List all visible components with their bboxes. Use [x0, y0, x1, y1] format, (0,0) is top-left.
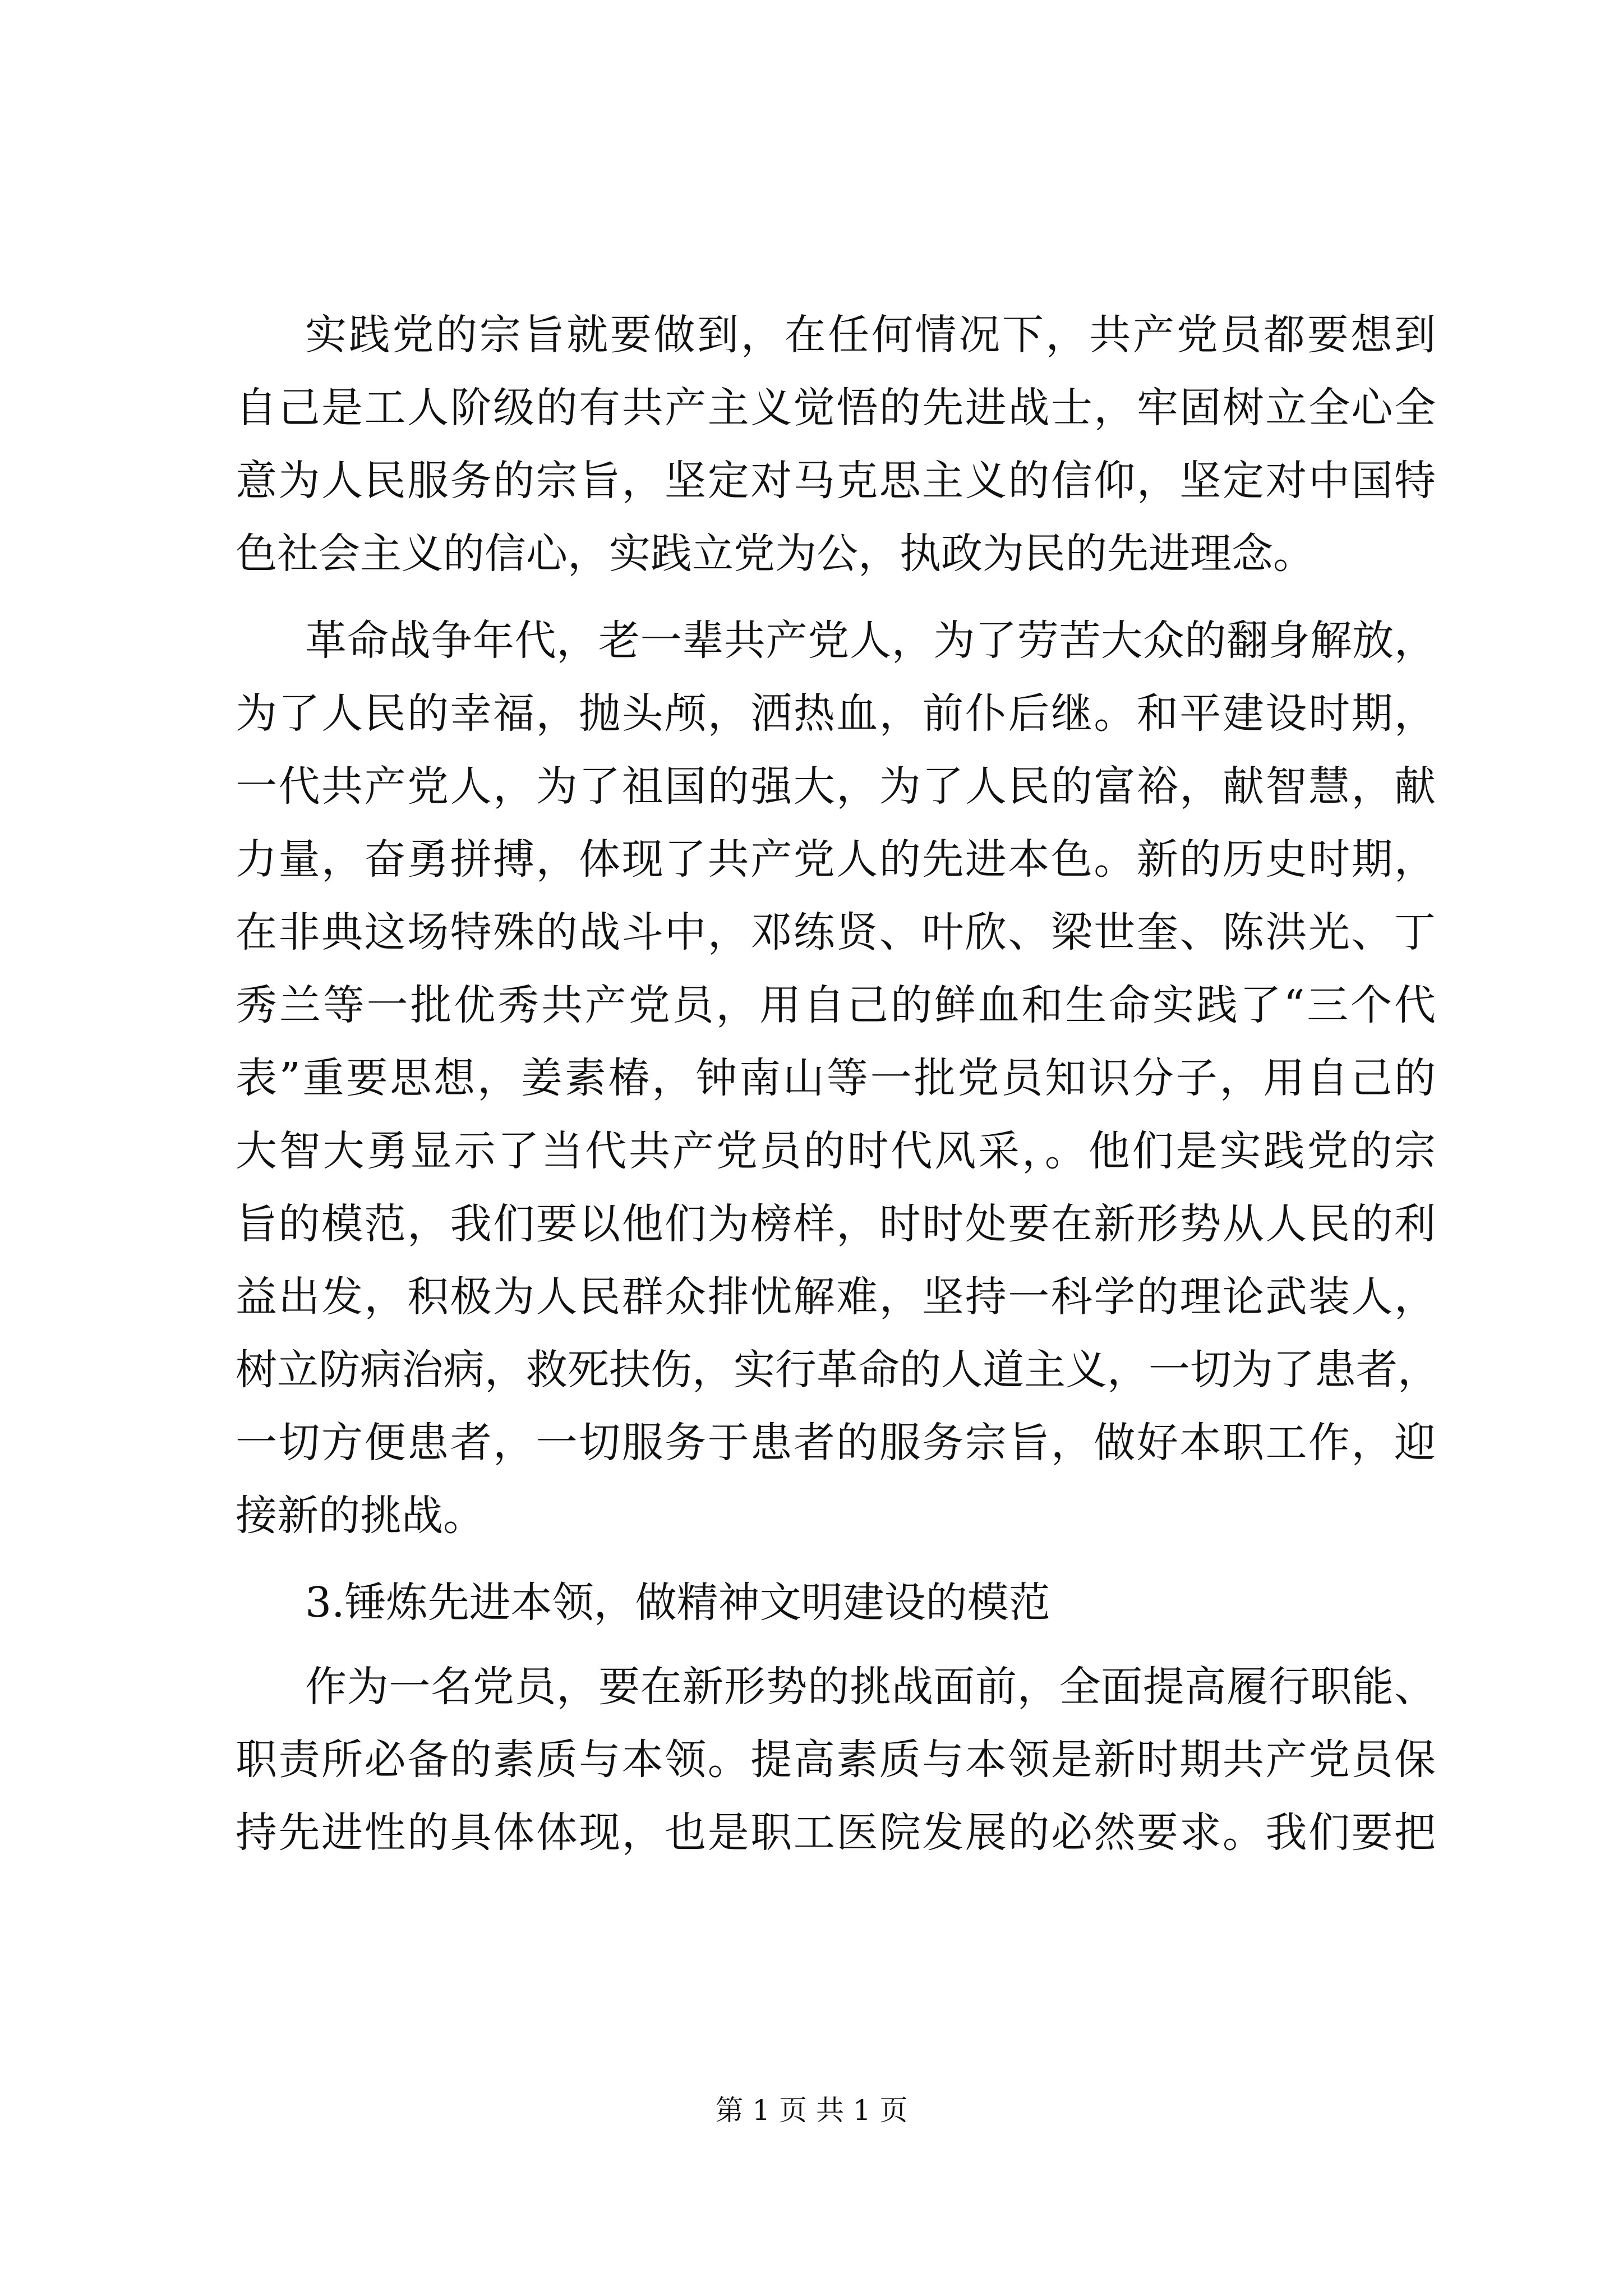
paragraph-line: 大智大勇显示了当代共产党员的时代风采，。他们是实践党的宗: [236, 1127, 1436, 1175]
paragraph-line: 职责所必备的素质与本领。提高素质与本领是新时期共产党员保: [236, 1736, 1436, 1784]
paragraph-line: 一代共产党人，为了祖国的强大，为了人民的富裕，献智慧，献: [236, 762, 1436, 811]
paragraph-line: 益出发，积极为人民群众排忧解难，坚持一科学的理论武装人，: [236, 1273, 1436, 1321]
paragraph-line: 实践党的宗旨就要做到，在任何情况下，共产党员都要想到: [305, 311, 1436, 359]
paragraph-line: 革命战争年代，老一辈共产党人，为了劳苦大众的翻身解放，: [305, 616, 1436, 665]
paragraph-line: 旨的模范，我们要以他们为榜样，时时处要在新形势从人民的利: [236, 1200, 1436, 1248]
paragraph-line: 自己是工人阶级的有共产主义觉悟的先进战士，牢固树立全心全: [236, 384, 1436, 432]
paragraph-line: 意为人民服务的宗旨，坚定对马克思主义的信仰，坚定对中国特: [236, 457, 1436, 505]
paragraph-line: 在非典这场特殊的战斗中，邓练贤、叶欣、梁世奎、陈洪光、丁: [236, 908, 1436, 956]
paragraph-line: 树立防病治病，救死扶伤，实行革命的人道主义，一切为了患者，: [236, 1346, 1439, 1394]
section-heading: 3.锤炼先进本领，做精神文明建设的模范: [305, 1579, 1050, 1627]
page-footer: 第 1 页 共 1 页: [715, 2094, 908, 2127]
paragraph-line: 表”重要思想，姜素椿，钟南山等一批党员知识分子，用自己的: [236, 1054, 1436, 1102]
paragraph-line: 力量，奋勇拼搏，体现了共产党人的先进本色。新的历史时期，: [236, 835, 1436, 884]
paragraph-line: 持先进性的具体体现，也是职工医院发展的必然要求。我们要把: [236, 1809, 1436, 1857]
paragraph-line: 为了人民的幸福，抛头颅，洒热血，前仆后继。和平建设时期，: [236, 689, 1436, 738]
paragraph-line: 作为一名党员，要在新形势的挑战面前，全面提高履行职能、: [305, 1663, 1436, 1711]
paragraph-line: 接新的挑战。: [236, 1492, 485, 1540]
paragraph-line: 秀兰等一批优秀共产党员，用自己的鲜血和生命实践了“三个代: [236, 981, 1436, 1029]
paragraph-line: 一切方便患者，一切服务于患者的服务宗旨，做好本职工作，迎: [236, 1419, 1436, 1467]
paragraph-line: 色社会主义的信心，实践立党为公，执政为民的先进理念。: [236, 530, 1315, 578]
